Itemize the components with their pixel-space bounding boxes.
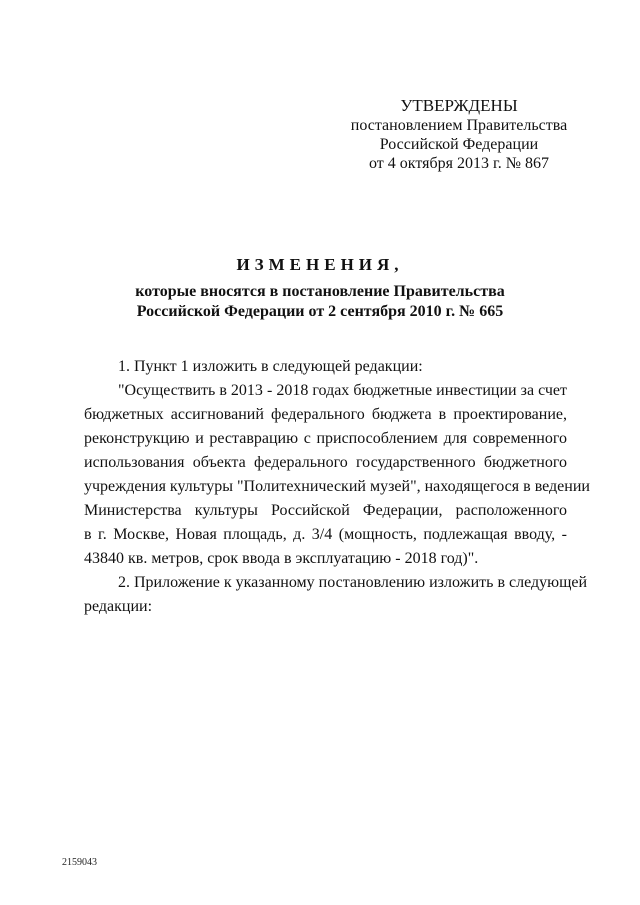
paragraph-1-line: 1. Пункт 1 изложить в следующей редакции: xyxy=(118,358,423,375)
paragraph-2-line: 43840 кв. метров, срок ввода в эксплуатацию - 2018 год)". xyxy=(84,550,479,567)
subtitle-line-1: которые вносятся в постановление Правительства xyxy=(135,283,505,300)
paragraph-2-line: реконструкцию и реставрацию с приспособлением для современного xyxy=(84,430,567,447)
document-number: 2159043 xyxy=(62,857,97,868)
approval-heading: УТВЕРЖДЕНЫ xyxy=(400,96,518,115)
paragraph-2-line: "Осуществить в 2013 - 2018 годах бюджетные инвестиции за счет xyxy=(118,382,567,399)
approval-line-3: от 4 октября 2013 г. № 867 xyxy=(368,155,549,172)
approval-line-2: Российской Федерации xyxy=(379,136,539,153)
paragraph-2-line: в г. Москве, Новая площадь, д. 3/4 (мощность, подлежащая вводу, - xyxy=(84,526,567,543)
paragraph-2-line: бюджетных ассигнований федерального бюджета в проектирование, xyxy=(84,406,567,423)
paragraph-3-line: 2. Приложение к указанному постановлению изложить в следующей xyxy=(118,574,588,591)
document-title: ИЗМЕНЕНИЯ, xyxy=(236,255,404,274)
approval-line-1: постановлением Правительства xyxy=(350,117,568,134)
paragraph-2-line: использования объекта федерального государственного бюджетного xyxy=(84,454,567,471)
paragraph-2-line: Министерства культуры Российской Федерации, расположенного xyxy=(84,502,567,519)
approval-stamp xyxy=(340,96,578,173)
subtitle-line-2: Российской Федерации от 2 сентября 2010 г. № 665 xyxy=(136,303,504,320)
document-subtitle xyxy=(80,282,560,322)
paragraph-2-line: учреждения культуры "Политехнический музей", находящегося в ведении xyxy=(84,478,590,495)
paragraph-3-line: редакции: xyxy=(84,598,153,615)
